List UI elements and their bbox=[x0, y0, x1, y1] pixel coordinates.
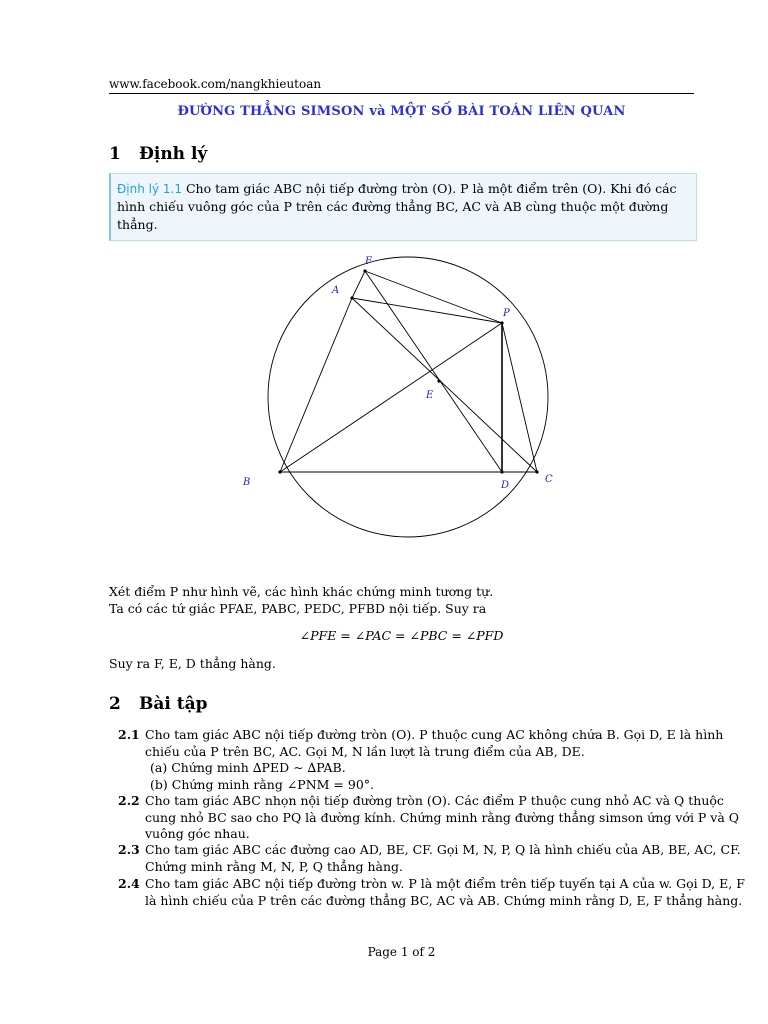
label-c: C bbox=[545, 474, 553, 485]
segment-ab bbox=[280, 298, 352, 472]
proof-equation: ∠PFE = ∠PAC = ∠PBC = ∠PFD bbox=[299, 628, 504, 643]
label-a: A bbox=[332, 285, 340, 296]
document-title: ĐƯỜNG THẲNG SIMSON và MỘT SỐ BÀI TOÁN LIÊN QUAN bbox=[177, 104, 626, 119]
segment-ac bbox=[352, 298, 537, 472]
label-f: F bbox=[365, 256, 372, 267]
exercise-text: Cho tam giác ABC các đường cao AD, BE, CF. Gọi M, N, P, Q là hình chiếu của AB, BE, AC, CF. Chứng minh rằng M, N, P, Q thẳng hàng. bbox=[145, 842, 741, 874]
section-2-heading bbox=[109, 694, 208, 714]
point-p bbox=[500, 321, 503, 324]
sub-item-label: (a) bbox=[150, 760, 168, 775]
point-b bbox=[278, 470, 281, 473]
header-rule bbox=[109, 93, 694, 94]
label-b: B bbox=[243, 477, 251, 488]
section-1-heading bbox=[109, 144, 207, 164]
section-2-title: Bài tập bbox=[139, 694, 208, 714]
point-d bbox=[500, 470, 503, 473]
label-p: P bbox=[503, 308, 510, 319]
segment-pc bbox=[502, 323, 537, 472]
proof-line-2: Ta có các tứ giác PFAE, PABC, PEDC, PFBD nội tiếp. Suy ra bbox=[109, 601, 487, 616]
exercise-number: 2.2 bbox=[118, 793, 140, 808]
simson-figure bbox=[230, 250, 570, 560]
sub-item-text: Chứng minh ∆PED ∼ ∆PAB. bbox=[171, 760, 346, 775]
exercise-2-3 bbox=[118, 842, 746, 875]
point-f bbox=[363, 269, 366, 272]
sub-item-b bbox=[150, 777, 746, 794]
page-number: Page 1 of 2 bbox=[367, 945, 436, 959]
proof-line-1: Xét điểm P như hình vẽ, các hình khác chứng minh tương tự. bbox=[109, 584, 494, 599]
section-1-title: Định lý bbox=[139, 144, 208, 164]
exercise-text: Cho tam giác ABC nội tiếp đường tròn w. P là một điểm trên tiếp tuyến tại A của w. Gọi D, E, F là hình chiếu của P trên các đường thẳng BC, AC và AB. Chứng minh rằng D, E, F thẳng hàng. bbox=[145, 876, 745, 908]
theorem-text: Cho tam giác ABC nội tiếp đường tròn (O). P là một điểm trên (O). Khi đó các hình chiếu vuông góc của P trên các đường thẳng BC, AC và AB cùng thuộc một đường thẳng. bbox=[117, 181, 677, 232]
exercise-2-4 bbox=[118, 876, 746, 909]
exercise-number: 2.4 bbox=[118, 876, 140, 891]
segment-bp bbox=[280, 323, 502, 472]
header-url: www.facebook.com/nangkhieutoan bbox=[109, 77, 322, 91]
circumcircle bbox=[268, 257, 548, 537]
exercise-2-1 bbox=[118, 727, 746, 793]
label-d: D bbox=[501, 480, 510, 491]
proof-conclusion: Suy ra F, E, D thẳng hàng. bbox=[109, 656, 276, 671]
sub-item-label: (b) bbox=[150, 776, 168, 792]
section-2-number: 2 bbox=[109, 694, 121, 714]
section-1-number: 1 bbox=[109, 144, 121, 164]
theorem-box bbox=[109, 173, 697, 241]
label-e: E bbox=[426, 390, 434, 401]
point-e bbox=[437, 379, 440, 382]
sub-item-text: Chứng minh rằng ∠PNM = 90°. bbox=[171, 776, 374, 792]
exercise-text: Cho tam giác ABC nội tiếp đường tròn (O). P thuộc cung AC không chứa B. Gọi D, E là hình chiếu của P trên BC, AC. Gọi M, N lần lượt là trung điểm của AB, DE. bbox=[145, 727, 724, 759]
point-a bbox=[350, 296, 353, 299]
segment-fp bbox=[365, 271, 502, 323]
simson-line bbox=[365, 271, 502, 472]
theorem-label: Định lý 1.1 bbox=[117, 182, 182, 196]
exercise-number: 2.1 bbox=[118, 727, 140, 742]
point-c bbox=[535, 470, 538, 473]
segment-af bbox=[352, 271, 365, 298]
sub-item-a bbox=[150, 760, 746, 777]
exercise-text: Cho tam giác ABC nhọn nội tiếp đường tròn (O). Các điểm P thuộc cung nhỏ AC và Q thuộc cung nhỏ BC sao cho PQ là đường kính. Chứng minh rằng đường thẳng simson ứng với P và Q vuông góc nhau. bbox=[145, 793, 740, 841]
exercise-number: 2.3 bbox=[118, 842, 140, 857]
exercise-2-2 bbox=[118, 793, 746, 843]
